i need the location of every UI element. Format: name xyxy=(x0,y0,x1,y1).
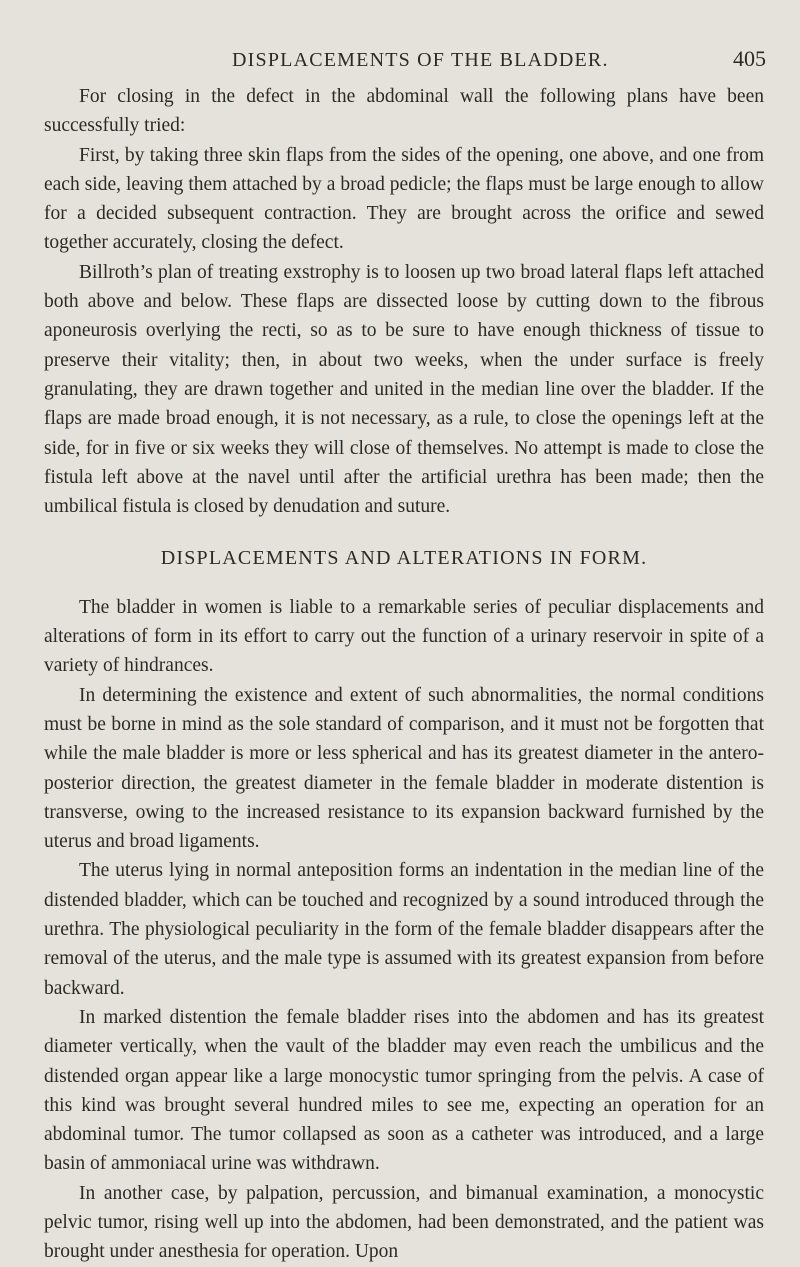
page-number: 405 xyxy=(733,46,766,71)
paragraph: In determining the existence and extent of such abnormalities, the normal conditions must be borne in mind as the sole standard of comparison, and it must not be forgotten that while the male bladder is more or less spherical and has its greatest diameter in the antero-posterior direction, the greatest diameter in the female bladder in moderate distention is transverse, owing to the increased resistance to its expansion backward furnished by the uterus and broad ligaments. xyxy=(44,684,764,853)
running-head xyxy=(232,46,766,72)
page-body xyxy=(44,82,764,1267)
paragraph: The uterus lying in normal anteposition forms an indentation in the median line of the distended bladder, which can be touched and recognized by a sound introduced through the urethra. The physiological peculiarity in the form of the female bladder disappears after the removal of the uterus, and the male type is assumed with its greatest expansion from before backward. xyxy=(44,860,764,999)
paragraph: The bladder in women is liable to a remarkable series of peculiar displacements and alterations of form in its effort to carry out the function of a urinary reservoir in spite of a variety of hindrances. xyxy=(44,596,764,677)
section-heading: DISPLACEMENTS AND ALTERATIONS IN FORM. xyxy=(160,547,648,570)
paragraph: In another case, by palpation, percussion, and bimanual examination, a monocystic pelvic tumor, rising well up into the abdomen, had been demonstrated, and the patient was brought under anesthesia for operation. Upon xyxy=(44,1182,764,1263)
paragraph: For closing in the defect in the abdominal wall the following plans have been successfully tried: xyxy=(44,86,764,137)
paragraph: First, by taking three skin flaps from the sides of the opening, one above, and one from each side, leaving them attached by a broad pedicle; the flaps must be large enough to allow for a decided subsequent contraction. They are brought across the orifice and sewed together accurately, closing the defect. xyxy=(44,144,764,254)
running-head-title: DISPLACEMENTS OF THE BLADDER. xyxy=(232,49,609,71)
paragraph: In marked distention the female bladder rises into the abdomen and has its greatest diameter vertically, when the vault of the bladder may even reach the umbilicus and the distended organ appear like a large monocystic tumor springing from the pelvis. A case of this kind was brought several hundred miles to see me, expecting an operation for an abdominal tumor. The tumor collapsed as soon as a catheter was introduced, and a large basin of ammoniacal urine was withdrawn. xyxy=(44,1006,764,1175)
paragraph: Billroth’s plan of treating exstrophy is to loosen up two broad lateral flaps left attached both above and below. These flaps are dissected loose by cutting down to the fibrous aponeurosis overlying the recti, so as to be sure to have enough thickness of tissue to preserve their vitality; then, in about two weeks, when the under surface is freely granulating, they are drawn together and united in the median line over the bladder. If the flaps are made broad enough, it is not necessary, as a rule, to close the openings left at the side, for in five or six weeks they will close of themselves. No attempt is made to close the fistula left above at the navel until after the artificial urethra has been made; then the umbilical fistula is closed by denudation and suture. xyxy=(44,261,764,518)
